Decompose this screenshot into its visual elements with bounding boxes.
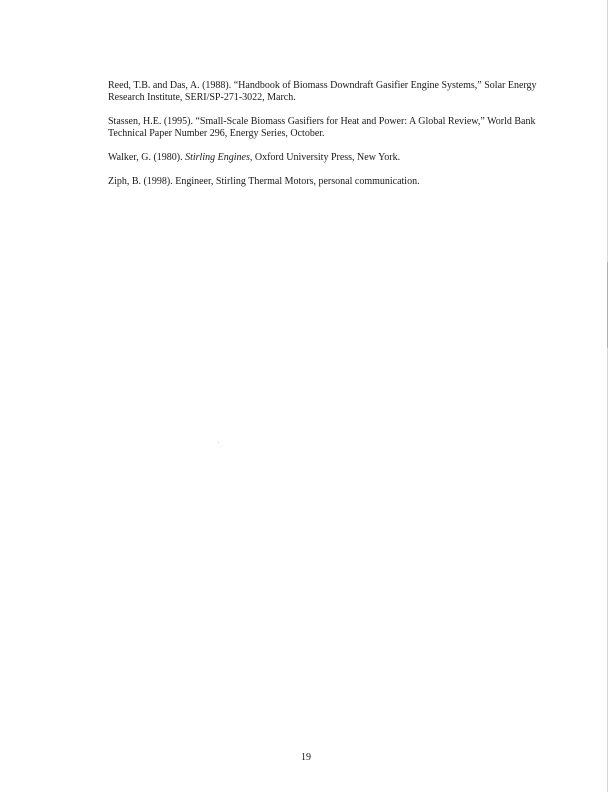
reference-walker-publisher: , Oxford University Press, New York. xyxy=(249,152,401,163)
page-edge-mark xyxy=(607,262,608,348)
reference-reed-das: Reed, T.B. and Das, A. (1988). “Handbook of Biomass Downdraft Gasifier Engine Systems,” Solar Energy Research Institute, SERI/SP-271-3022, March. xyxy=(108,80,537,103)
page-number: 19 xyxy=(301,752,311,763)
reference-ziph: Ziph, B. (1998). Engineer, Stirling Thermal Motors, personal communication. xyxy=(108,176,420,187)
reference-stassen: Stassen, H.E. (1995). “Small-Scale Biomass Gasifiers for Heat and Power: A Global Review,” World Bank Technical Paper Number 296, Energy Series, October. xyxy=(108,116,536,139)
references-list xyxy=(108,80,548,200)
reference-walker-title: Stirling Engines xyxy=(185,152,250,163)
reference-walker xyxy=(108,152,548,164)
scan-speck xyxy=(218,442,219,443)
page-edge-line xyxy=(607,0,608,792)
reference-walker-author: Walker, G. (1980). xyxy=(108,152,186,163)
